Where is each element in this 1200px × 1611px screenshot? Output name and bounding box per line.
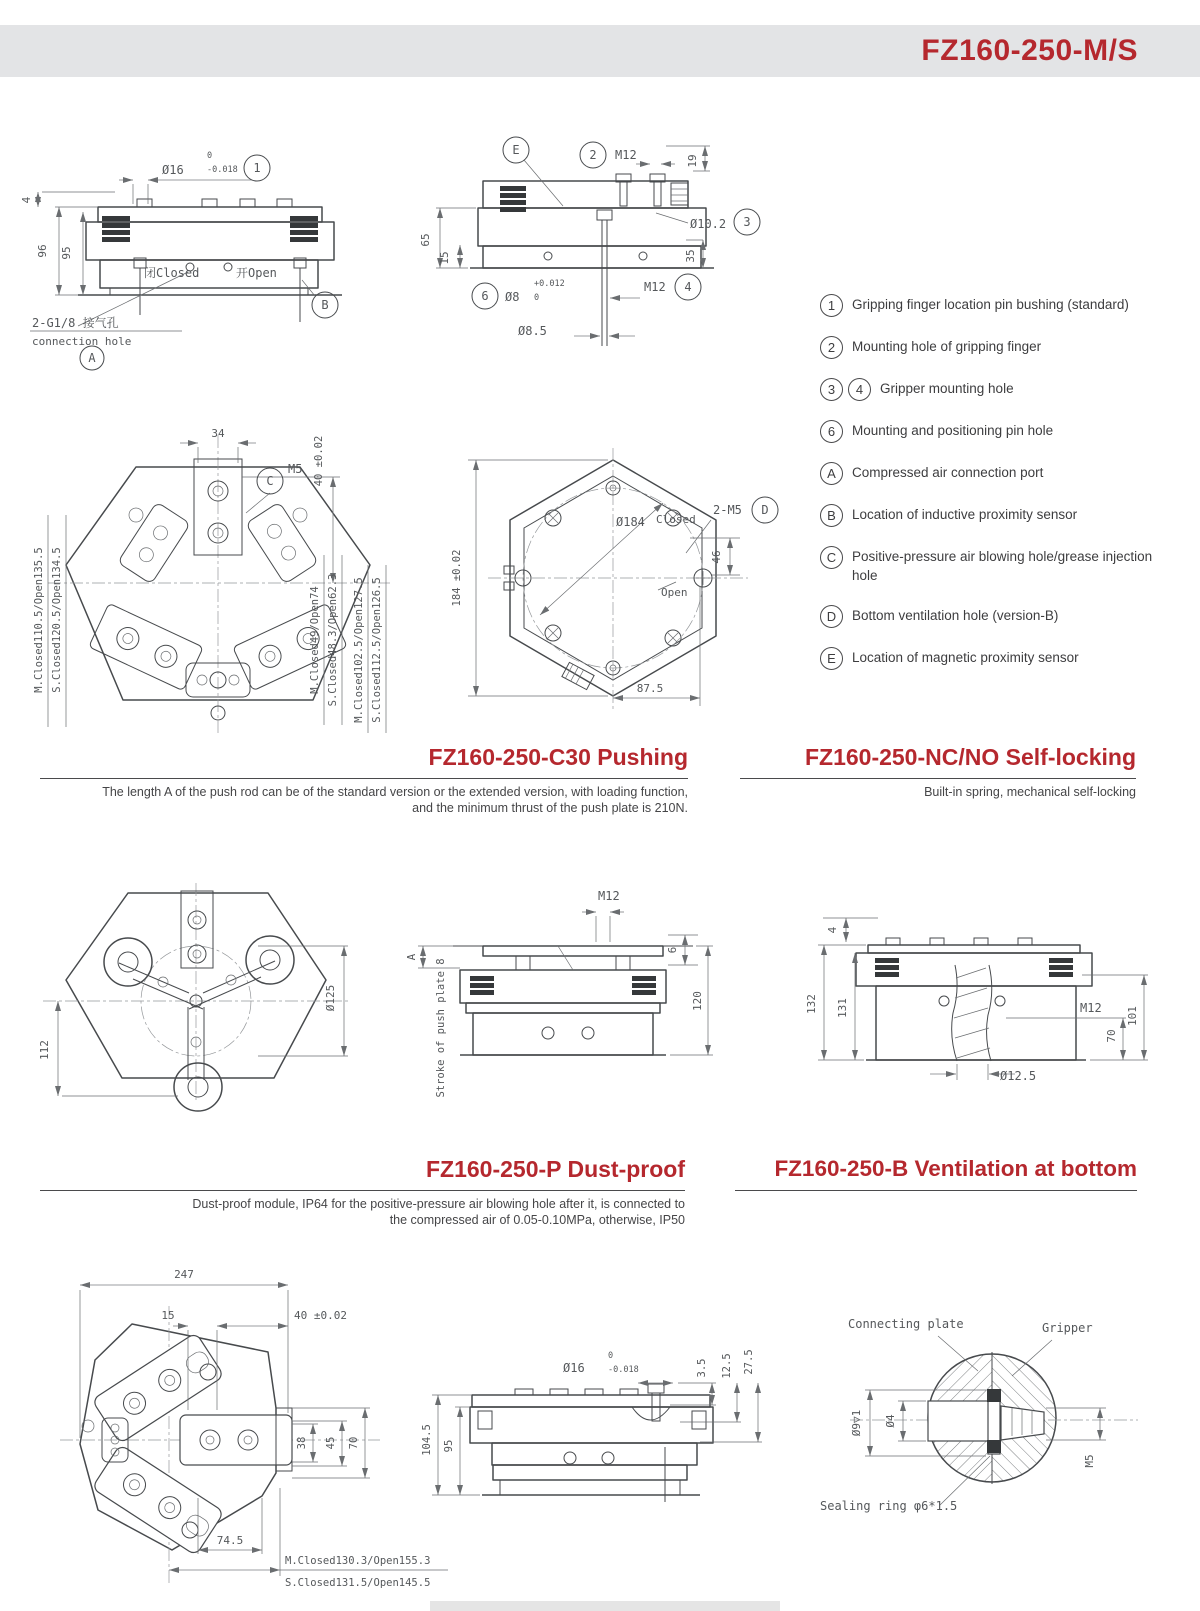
- bottomview-body: [488, 448, 748, 710]
- dim-15: 15: [161, 1309, 175, 1322]
- legend-text: Location of inductive proximity sensor: [852, 507, 1078, 522]
- stroke-left-s: S.Closed120.5/Open134.5: [51, 547, 63, 693]
- balloon-2: [580, 142, 606, 168]
- spring-stack-left: [470, 976, 494, 995]
- balloon-4: [675, 274, 701, 300]
- drawing-pushing-face: [28, 858, 358, 1108]
- section-desc-selflocking: Built-in spring, mechanical self-locking: [924, 785, 1136, 799]
- legend-item: [820, 506, 1172, 527]
- legend-item: [820, 464, 1172, 485]
- dim-dia85: Ø8.5: [518, 324, 547, 338]
- legend-item: [820, 422, 1172, 443]
- stroke-s: S.Closed131.5/Open145.5: [285, 1577, 431, 1589]
- legend-text: Location of magnetic proximity sensor: [852, 649, 1079, 665]
- svg-text:1: 1: [253, 161, 261, 175]
- legend-item: [820, 338, 1172, 359]
- spring-stack-left: [875, 958, 899, 977]
- svg-text:B: B: [321, 298, 329, 312]
- dim-95: 95: [443, 1439, 455, 1453]
- spring-stack-right: [290, 216, 318, 242]
- dustproof-side-body: [470, 1384, 713, 1502]
- dim-dia125: Ø12.5: [1000, 1069, 1037, 1083]
- spring-stack: [500, 186, 526, 212]
- dim-dia16: Ø16: [162, 163, 184, 177]
- side-dimensions: [436, 146, 710, 336]
- section-rule: [40, 778, 688, 779]
- header-band: [0, 25, 1200, 77]
- svg-text:C: C: [266, 474, 274, 488]
- balloon-6: [472, 283, 498, 309]
- drawing-ventilation-detail: [790, 1268, 1190, 1558]
- dim-38: 38: [296, 1436, 308, 1450]
- balloon-1: [244, 155, 270, 181]
- spring-stack-right: [1049, 958, 1073, 977]
- legend: [820, 296, 1172, 691]
- dim-m12: M12: [598, 889, 620, 903]
- svg-text:2: 2: [589, 148, 597, 162]
- dim-4: 4: [20, 196, 33, 204]
- dim-875: 87.5: [636, 682, 664, 695]
- selflocking-dimensions: [818, 918, 1148, 1080]
- section-desc-dustproof: Dust-proof module, IP64 for the positive-pressure air blowing hole after it, is connected to the compressed air of 0.05-0.10MPa, otherwise, IP50: [192, 1197, 685, 1228]
- dim-70: 70: [1105, 1029, 1118, 1043]
- dim-40: 40 ±0.02: [294, 1309, 347, 1322]
- dim-40: 40 ±0.02: [313, 435, 325, 487]
- legend-text: Mounting hole of gripping finger: [852, 339, 1042, 354]
- dim-dia4: Ø4: [884, 1414, 897, 1428]
- section-title-selflocking: FZ160-250-NC/NO Self-locking: [804, 744, 1136, 770]
- dim-dia9: Ø9▽1: [850, 1409, 863, 1437]
- legend-badge-2: 2: [820, 336, 843, 359]
- bottomview-dimensions: [468, 460, 740, 706]
- dim-4: 4: [826, 926, 839, 934]
- dim-m12: M12: [1080, 1001, 1102, 1015]
- dim-m12-bottom: M12: [644, 280, 666, 294]
- section-desc-pushing: The length A of the push rod can be of the standard version or the extended version, with loading function, and the minimum thrust of the push plate is 210N.: [102, 785, 688, 816]
- legend-badge-E: E: [820, 647, 843, 670]
- front-body: [78, 199, 342, 322]
- svg-text:4: 4: [684, 280, 692, 294]
- legend-item: [820, 649, 1172, 670]
- stroke-left-m: M.Closed110.5/Open135.5: [33, 547, 45, 693]
- dim-745: 74.5: [216, 1534, 244, 1547]
- spring-stack-right: [632, 976, 656, 995]
- legend-item: [820, 607, 1172, 628]
- dim-65: 65: [419, 233, 432, 247]
- label-gripper: Gripper: [1042, 1321, 1093, 1335]
- balloon-3: [734, 209, 760, 235]
- dim-dia184: Ø184: [616, 515, 645, 529]
- dim-34: 34: [211, 427, 225, 440]
- pushing-face-body: [43, 883, 348, 1111]
- label-open: Open: [661, 586, 688, 599]
- legend-item: [820, 548, 1172, 586]
- label-stroke: Stroke of push plate 8: [435, 958, 447, 1098]
- legend-text: Positive-pressure air blowing hole/grease injection hole: [852, 549, 1153, 583]
- stroke-right1-s: S.Closed48.3/Open62.3: [327, 573, 339, 707]
- legend-text: Mounting and positioning pin hole: [852, 423, 1054, 438]
- dim-70: 70: [348, 1436, 360, 1450]
- section-rule: [740, 778, 1136, 779]
- legend-badge-B: B: [820, 504, 843, 527]
- dim-120: 120: [691, 991, 704, 1011]
- drawing-dustproof-face: [40, 1248, 450, 1611]
- section-title-ventilation: FZ160-250-B Ventilation at bottom: [774, 1156, 1137, 1181]
- balloon-C: [257, 468, 283, 494]
- dim-dia16: Ø16: [563, 1361, 585, 1375]
- section-title-dustproof: FZ160-250-P Dust-proof: [425, 1156, 685, 1182]
- drawing-selflocking-side: [778, 868, 1153, 1098]
- threaded-rod: [952, 965, 992, 1061]
- legend-text: Gripper mounting hole: [880, 381, 1014, 396]
- balloon-A: [80, 346, 104, 370]
- drawing-pushing-side: [398, 868, 728, 1098]
- legend-badge-6: 6: [820, 420, 843, 443]
- legend-badge-D: D: [820, 605, 843, 628]
- side-body: [470, 174, 714, 346]
- dim-dia8-tol-hi: +0.012: [534, 279, 565, 289]
- dim-1045: 104.5: [421, 1424, 433, 1456]
- legend-item: [820, 380, 1172, 401]
- dim-dia8-tol-lo: 0: [534, 293, 540, 303]
- dim-dia16-tol-hi: 0: [608, 1351, 614, 1361]
- svg-text:A: A: [88, 351, 96, 365]
- dim-dia8: Ø8: [505, 290, 520, 304]
- label-closed: Closed: [656, 513, 696, 526]
- label-closed: 闭Closed: [144, 266, 200, 280]
- dim-19: 19: [686, 154, 699, 168]
- balloon-B: [312, 292, 338, 318]
- dim-45: 45: [325, 1436, 337, 1450]
- note-connection-en: connection hole: [32, 335, 132, 348]
- drawing-bottom-view: [428, 418, 788, 718]
- spring-stack-left: [102, 216, 130, 242]
- legend-badge-A: A: [820, 462, 843, 485]
- dim-131: 131: [836, 998, 849, 1018]
- legend-badge-C: C: [820, 546, 843, 569]
- drawing-side-view: [398, 128, 763, 363]
- legend-text: Bottom ventilation hole (version-B): [852, 607, 1059, 623]
- label-connecting-plate: Connecting plate: [848, 1317, 964, 1331]
- dim-95: 95: [60, 246, 73, 260]
- dim-m12-top: M12: [615, 148, 637, 162]
- dim-dia16-tol-lo: -0.018: [207, 165, 238, 175]
- legend-text: Compressed air connection port: [852, 465, 1044, 480]
- dim-101: 101: [1126, 1006, 1139, 1026]
- dim-6: 6: [666, 946, 679, 954]
- balloon-E: [503, 137, 529, 163]
- stroke-right2-m: M.Closed102.5/Open127.5: [353, 577, 365, 723]
- section-rule: [735, 1190, 1137, 1191]
- drawing-face-view: [18, 415, 418, 745]
- dim-dia125: Ø125: [324, 984, 337, 1012]
- dim-dia16-tol-hi: 0: [207, 151, 213, 161]
- pushing-side-body: [453, 946, 693, 1055]
- svg-text:D: D: [761, 503, 769, 517]
- dim-132: 132: [805, 994, 818, 1014]
- svg-text:6: 6: [481, 289, 489, 303]
- svg-text:E: E: [512, 143, 520, 157]
- footer-strip: [430, 1601, 780, 1611]
- dim-112: 112: [38, 1040, 51, 1060]
- dim-m5: M5: [1083, 1454, 1096, 1468]
- stroke-right1-m: M.Closed49/Open74: [309, 586, 321, 694]
- legend-badge-4: 4: [848, 378, 871, 401]
- dim-247: 247: [174, 1268, 194, 1281]
- label-open: 开Open: [236, 266, 277, 280]
- legend-badge-3: 3: [820, 378, 843, 401]
- dim-A: A: [405, 953, 418, 961]
- dim-96: 96: [36, 244, 49, 258]
- legend-badge-1: 1: [820, 294, 843, 317]
- label-sealing-ring: Sealing ring φ6*1.5: [820, 1499, 958, 1513]
- drawing-dustproof-side: [420, 1280, 765, 1515]
- note-connection-cn: 2-G1/8 接气孔: [32, 316, 119, 330]
- dim-dia102: Ø10.2: [690, 217, 727, 231]
- dim-15: 15: [438, 251, 451, 265]
- pushing-side-dimensions: [418, 912, 713, 1055]
- dim-m5: M5: [288, 462, 303, 476]
- dim-2m5: 2-M5: [713, 503, 742, 517]
- dim-125: 12.5: [721, 1353, 733, 1379]
- selflocking-body: [856, 938, 1092, 1061]
- dim-275: 27.5: [743, 1349, 755, 1375]
- section-rule: [40, 1190, 685, 1191]
- page-title: FZ160-250-M/S: [921, 34, 1138, 67]
- legend-item: [820, 296, 1172, 317]
- balloon-D: [752, 497, 778, 523]
- drawing-front-view: [20, 130, 360, 375]
- section-title-pushing: FZ160-250-C30 Pushing: [428, 744, 688, 770]
- dim-35: 35: [684, 249, 697, 263]
- dim-184: 184 ±0.02: [451, 549, 463, 607]
- stroke-right2-s: S.Closed112.5/Open126.5: [371, 577, 383, 723]
- dim-dia16-tol-lo: -0.018: [608, 1365, 639, 1375]
- dim-35: 3.5: [696, 1358, 708, 1378]
- svg-text:3: 3: [743, 215, 751, 229]
- legend-text: Gripping finger location pin bushing (standard): [852, 297, 1129, 312]
- dim-46: 46: [710, 550, 723, 564]
- stroke-m: M.Closed130.3/Open155.3: [285, 1555, 431, 1567]
